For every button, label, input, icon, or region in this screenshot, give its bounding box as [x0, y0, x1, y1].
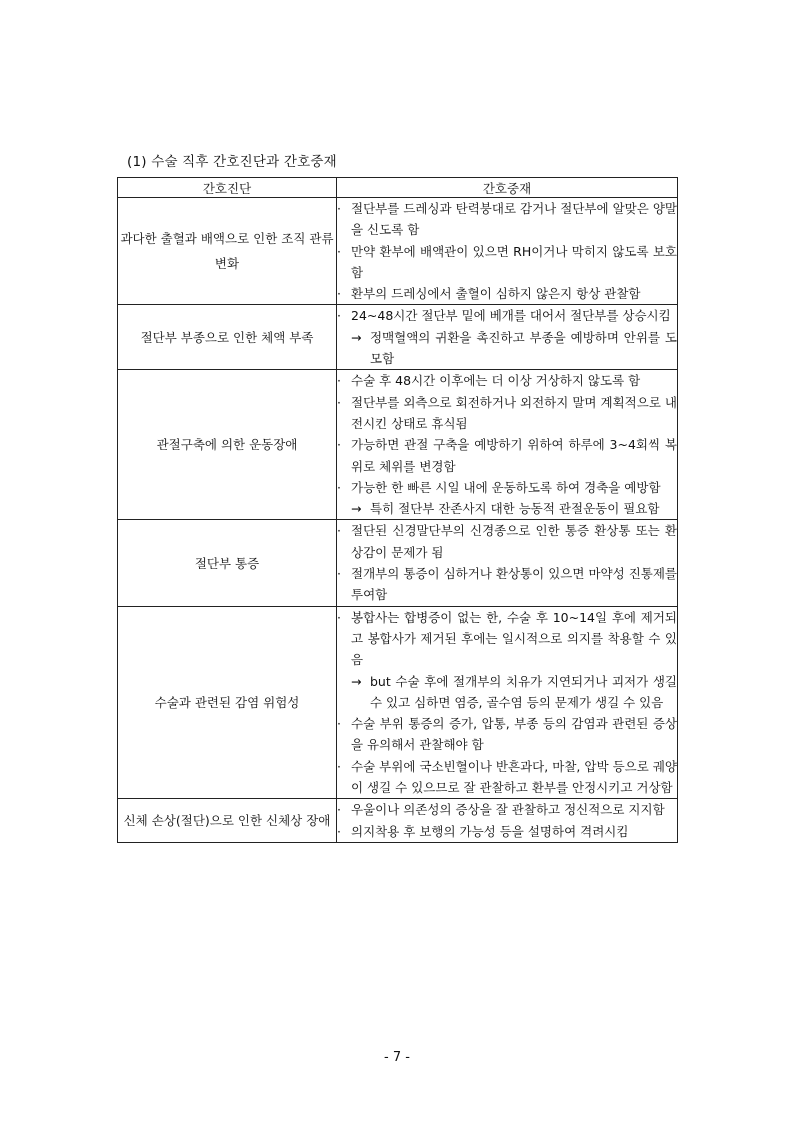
intervention-note: [337, 498, 677, 519]
intervention-item: [337, 305, 677, 326]
diagnosis-cell: 절단부 통증: [118, 520, 337, 606]
intervention-item: [337, 434, 677, 477]
intervention-item: [337, 756, 677, 799]
diagnosis-cell: 수술과 관련된 감염 위험성: [118, 606, 337, 799]
intervention-text: 절단된 신경말단부의 신경종으로 인한 통증 환상통 또는 환상감이 문제가 됨: [351, 523, 677, 560]
intervention-text: 절단부를 드레싱과 탄력붕대로 감거나 절단부에 알맞은 양말을 신도록 함: [351, 201, 677, 238]
intervention-item: [337, 607, 677, 671]
bullet-icon: ·: [337, 286, 341, 302]
intervention-item: [337, 370, 677, 391]
header-diagnosis: 간호진단: [118, 178, 337, 198]
table-row: [118, 198, 678, 305]
intervention-text: 봉합사는 합병증이 없는 한, 수술 후 10~14일 후에 제거되고 봉합사가 제거된 후에는 일시적으로 의지를 착용할 수 있음: [351, 609, 677, 668]
intervention-item: [337, 563, 677, 606]
diagnosis-cell: 신체 손상(절단)으로 인한 신체상 장애: [118, 799, 337, 843]
bullet-icon: ·: [337, 609, 341, 625]
bullet-icon: ·: [337, 437, 341, 453]
intervention-text: 절개부의 통증이 심하거나 환상통이 있으면 마약성 진통제를 투여함: [351, 566, 677, 603]
intervention-text: but 수술 후에 절개부의 치유가 지연되거나 괴저가 생길 수 있고 심하면 염증, 골수염 등의 문제가 생길 수 있음: [370, 673, 677, 710]
header-intervention: 간호중재: [337, 178, 678, 198]
intervention-note: [337, 671, 677, 714]
intervention-cell: [337, 606, 678, 799]
bullet-icon: ·: [337, 716, 341, 732]
intervention-cell: [337, 198, 678, 305]
intervention-cell: [337, 520, 678, 606]
page-number: - 7 -: [384, 1050, 410, 1065]
table-row: [118, 370, 678, 520]
bullet-icon: ·: [337, 758, 341, 774]
bullet-icon: ·: [337, 243, 341, 259]
table-row: [118, 305, 678, 370]
arrow-icon: →: [351, 329, 362, 345]
intervention-text: 우울이나 의존성의 증상을 잘 관찰하고 정신적으로 지지함: [351, 802, 665, 818]
bullet-icon: ·: [337, 479, 341, 495]
bullet-icon: ·: [337, 823, 341, 839]
table-row: [118, 520, 678, 606]
intervention-text: 의지착용 후 보행의 가능성 등을 설명하여 격려시킴: [351, 823, 629, 839]
table-row: [118, 799, 678, 843]
intervention-item: [337, 283, 677, 304]
bullet-icon: ·: [337, 802, 341, 818]
bullet-icon: ·: [337, 201, 341, 216]
intervention-item: [337, 821, 677, 842]
intervention-item: [337, 520, 677, 563]
table-header-row: [118, 178, 678, 198]
intervention-item: [337, 799, 677, 820]
intervention-text: 만약 환부에 배액관이 있으면 RH이거나 막히지 않도록 보호함: [351, 243, 677, 280]
intervention-cell: [337, 305, 678, 370]
bullet-icon: ·: [337, 373, 341, 389]
bullet-icon: ·: [337, 523, 341, 539]
table-row: [118, 606, 678, 799]
intervention-text: 수술 부위에 국소빈혈이나 반흔과다, 마찰, 압박 등으로 궤양이 생길 수 있으므로 잘 관찰하고 환부를 안정시키고 거상함: [351, 758, 677, 796]
section-title: (1) 수술 직후 간호진단과 간호중재: [127, 154, 337, 170]
bullet-icon: ·: [337, 394, 341, 410]
arrow-icon: →: [351, 673, 362, 689]
diagnosis-cell: 과다한 출혈과 배액으로 인한 조직 관류 변화: [118, 198, 337, 305]
intervention-text: 수술 후 48시간 이후에는 더 이상 거상하지 않도록 함: [351, 373, 641, 389]
intervention-item: [337, 241, 677, 284]
intervention-cell: [337, 799, 678, 843]
intervention-note: [337, 327, 677, 370]
diagnosis-cell: 관절구축에 의한 운동장애: [118, 370, 337, 520]
intervention-item: [337, 392, 677, 435]
arrow-icon: →: [351, 501, 362, 517]
intervention-text: 가능한 한 빠른 시일 내에 운동하도록 하여 경축을 예방함: [351, 479, 661, 495]
intervention-text: 특히 절단부 잔존사지 대한 능동적 관절운동이 필요함: [370, 501, 660, 517]
intervention-item: [337, 198, 677, 241]
nursing-care-table: [117, 177, 678, 843]
diagnosis-cell: 절단부 부종으로 인한 체액 부족: [118, 305, 337, 370]
intervention-item: [337, 713, 677, 756]
intervention-text: 가능하면 관절 구축을 예방하기 위하여 하루에 3~4회씩 복위로 체위를 변경함: [351, 437, 677, 474]
intervention-text: 환부의 드레싱에서 출혈이 심하지 않은지 항상 관찰함: [351, 286, 641, 302]
intervention-text: 24~48시간 절단부 밑에 베개를 대어서 절단부를 상승시킴: [351, 308, 671, 324]
bullet-icon: ·: [337, 308, 341, 324]
intervention-text: 수술 부위 통증의 증가, 압통, 부종 등의 감염과 관련된 증상을 유의해서 관찰해야 함: [351, 716, 677, 753]
intervention-cell: [337, 370, 678, 520]
intervention-text: 정맥혈액의 귀환을 촉진하고 부종을 예방하며 안위를 도모함: [370, 329, 677, 367]
bullet-icon: ·: [337, 566, 341, 582]
intervention-item: [337, 477, 677, 498]
intervention-text: 절단부를 외측으로 회전하거나 외전하지 말며 계획적으로 내전시킨 상태로 휴식됨: [351, 394, 677, 431]
